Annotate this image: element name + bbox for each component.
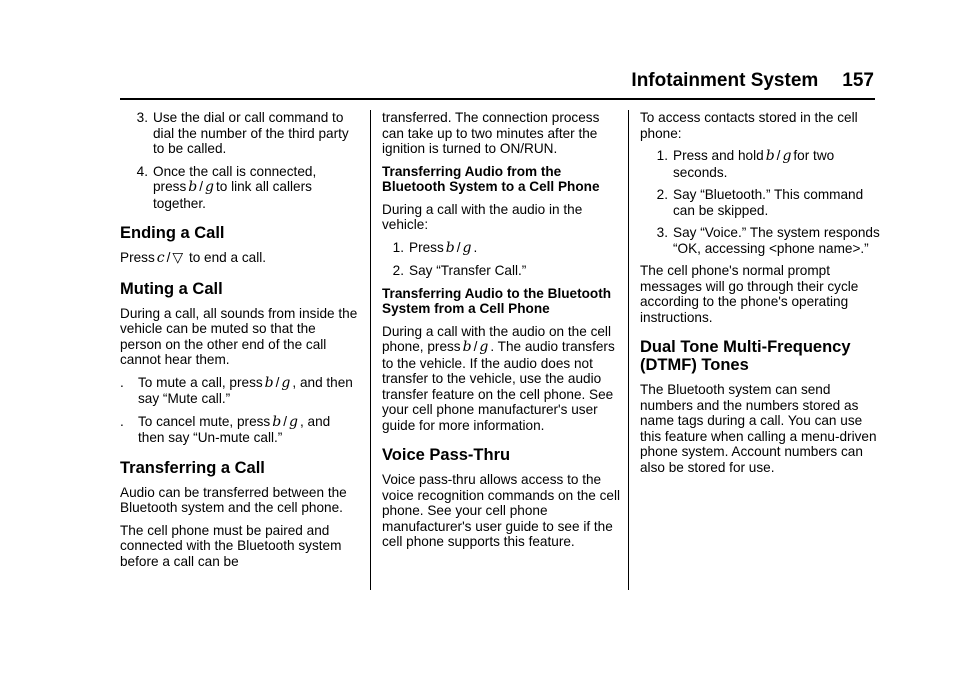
step-number: 3. [656,225,668,240]
voice-paragraph: Voice pass-thru allows access to the voice recognition commands on the cell phone. See your cell phone manufacturer's user guide to see if the cell phone supports this feature. [382,472,621,549]
heading-ending-a-call: Ending a Call [120,224,225,242]
push-to-talk-icon: b [445,239,455,256]
sub2-paragraph [382,324,622,434]
page-number: 157 [842,70,874,91]
text-post: , and then say “Mute call.” [138,374,353,406]
subheading-audio-to-vehicle: Transferring Audio to the Bluetooth System from a Cell Phone [382,285,612,316]
separator: / [275,374,280,390]
push-to-talk-icon: b [765,148,775,164]
section-title: Infotainment System [631,70,819,91]
voice-icon: g [462,239,472,256]
dtmf-paragraph: The Bluetooth system can send numbers and the numbers stored as name tags during a call. You can use this feature when calling a menu-driven phone system. Account numbers can also be stored for use. [640,382,877,475]
heading-muting-a-call: Muting a Call [120,279,223,298]
prompt-paragraph: The cell phone's normal prompt messages will go through their cycle according to the phone's operating instructions. [640,263,859,325]
step-text [153,164,360,212]
ending-paragraph [120,250,360,267]
text-pre: To cancel mute, press [138,413,271,429]
step-item [640,187,880,218]
sub1-paragraph: During a call with the audio in the vehicle: [382,201,583,232]
step-text [673,148,880,180]
step-number: 2. [392,263,404,278]
voice-icon: g [205,179,214,195]
step-item [382,263,622,279]
bullet-item [120,375,360,407]
continued-paragraph: transferred. The connection process can take up to two minutes after the ignition is turned to ON/RUN. [382,110,600,156]
step-number: 2. [656,187,668,202]
text-pre: Press [120,250,155,265]
column-2 [382,110,622,557]
voice-icon: g [288,413,298,430]
text-post: , and then say “Un-mute call.” [138,413,331,445]
column-divider [628,110,629,590]
voice-icon: g [281,374,291,391]
separator: / [776,148,781,163]
text-pre: During a call with the audio on the cell phone, press [382,323,611,354]
step-text: Say “Transfer Call.” [409,263,527,278]
step-item [120,110,360,157]
voice-icon: g [782,148,792,164]
bullet-text [138,375,360,407]
text-post: to end a call. [188,250,267,265]
heading-voice-pass-thru: Voice Pass-Thru [382,446,511,464]
header-rule [120,98,875,100]
separator: / [166,250,171,265]
separator: / [473,339,478,354]
step-text [409,240,622,257]
step-number: 3. [136,110,148,125]
text-post: . [473,239,478,255]
running-header [631,70,874,92]
text-pre: To mute a call, press [138,374,263,390]
push-to-talk-icon: b [462,339,472,355]
push-to-talk-icon: b [264,374,274,391]
step-item [382,240,622,257]
step-item [640,225,880,256]
subheading-audio-to-phone: Transferring Audio from the Bluetooth System to a Cell Phone [382,163,600,194]
column-1 [120,110,360,576]
step-number: 4. [136,163,148,179]
heading-transferring-a-call: Transferring a Call [120,458,265,477]
transferring-paragraph-2: The cell phone must be paired and connected with the Bluetooth system before a call can be [120,522,342,569]
bullet-item [120,414,360,446]
muting-paragraph: During a call, all sounds from inside the vehicle can be muted so that the person on the other end of the call cannot hear them. [120,305,358,367]
text-pre: Press [409,239,444,255]
contacts-intro: To access contacts stored in the cell phone: [640,110,858,141]
step-item [120,164,360,212]
push-to-talk-icon: b [272,413,282,430]
step-text: Say “Bluetooth.” This command can be skipped. [673,187,864,218]
transferring-paragraph-1: Audio can be transferred between the Bluetooth system and the cell phone. [120,484,347,515]
separator: / [456,239,461,255]
separator: / [283,413,287,429]
text-post: . The audio transfers to the vehicle. If the audio does not transfer to the vehicle, use the audio transfer feature on the cell phone. See your cell phone manufacturer's user guide for more information. [382,339,615,433]
bullet: . [120,413,124,429]
step-number: 1. [392,239,404,255]
step-text-pre: Once the call is connected, press [153,163,317,194]
heading-dtmf-tones: Dual Tone Multi-Frequency (DTMF) Tones [640,338,851,374]
step-item [640,148,880,180]
step-number: 1. [656,148,668,163]
push-to-talk-icon: b [188,179,198,195]
step-text: Say “Voice.” The system responds “OK, accessing <phone name>.” [673,225,880,256]
voice-icon: g [479,339,489,355]
step-text-post: to link all callers together. [153,179,312,211]
text-post: for two seconds. [673,148,835,180]
end-call-icon: c [156,250,165,266]
bullet-text [138,414,360,446]
step-text: Use the dial or call command to dial the number of the third party to be called. [153,110,349,156]
bullet: . [120,374,124,390]
separator: / [199,179,203,194]
column-3 [640,110,880,482]
column-divider [370,110,371,590]
text-pre: Press and hold [673,148,764,163]
mute-icon: ▽ [172,250,184,266]
